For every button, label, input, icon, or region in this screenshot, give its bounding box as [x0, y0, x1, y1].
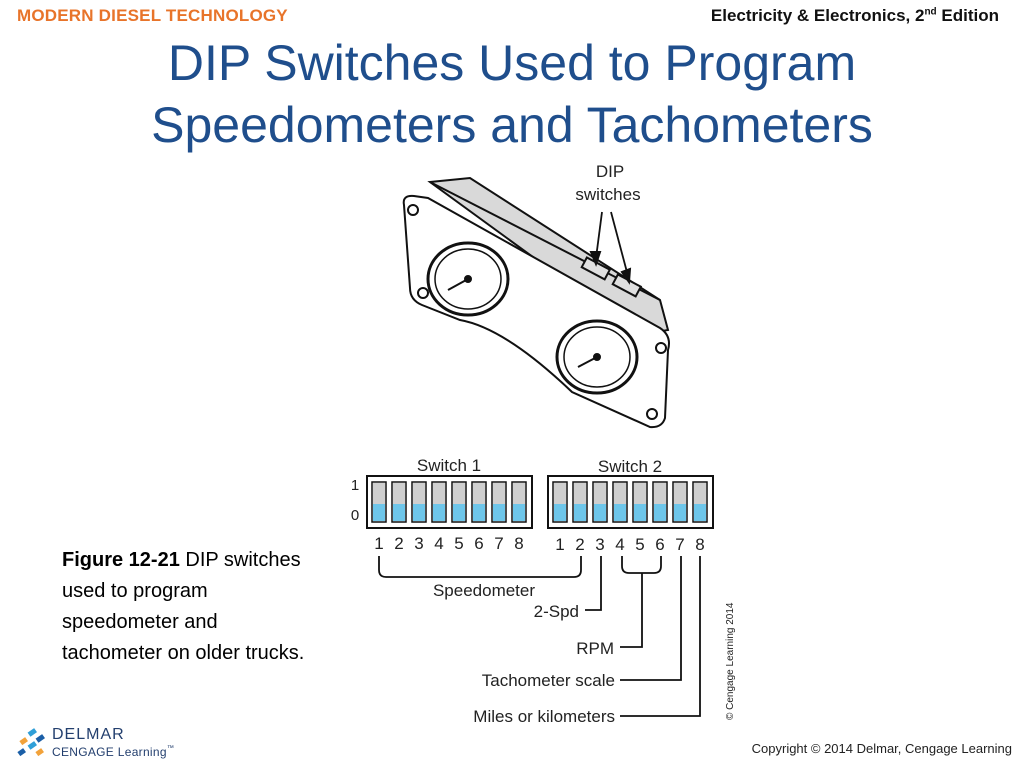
switch1-number-4: 4 [434, 534, 444, 553]
header-edition: Electricity & Electronics, 2nd Edition [710, 6, 999, 25]
switch2-numbers [555, 535, 704, 554]
instrument-cluster-illustration [404, 178, 669, 427]
switch2-number-3: 3 [595, 535, 605, 554]
label-tachometer-scale: Tachometer scale [481, 671, 615, 690]
label-speedometer: Speedometer [432, 581, 536, 600]
logo-text-cengage: CENGAGE Learning™ [52, 745, 175, 759]
switch1-number-6: 6 [474, 534, 484, 553]
label-miles-or-kilometers: Miles or kilometers [473, 707, 615, 726]
switch2-number-1: 1 [555, 535, 565, 554]
switch1-number-1: 1 [374, 534, 384, 553]
label-2-spd: 2-Spd [533, 602, 579, 621]
switch2-toggle-5 [633, 482, 647, 522]
switch1-toggle-4 [432, 482, 446, 522]
delmar-cengage-logo [16, 726, 176, 762]
switch1-toggle-6 [472, 482, 486, 522]
switch1-number-3: 3 [414, 534, 424, 553]
switch2-number-8: 8 [695, 535, 705, 554]
logo-mark-icon [16, 726, 48, 760]
switch1-numbers [374, 534, 523, 553]
switch1-toggle-3 [412, 482, 426, 522]
switch1-number-5: 5 [454, 534, 464, 553]
logo-text-delmar: DELMAR [52, 726, 125, 743]
label-rpm: RPM [576, 639, 614, 658]
switch1-toggle-8 [512, 482, 526, 522]
switch2-number-6: 6 [655, 535, 665, 554]
switch2-toggle-8 [693, 482, 707, 522]
switch1-number-8: 8 [514, 534, 524, 553]
switch1-label: Switch 1 [416, 456, 482, 475]
figure-caption [62, 545, 312, 669]
switch2-toggle-3 [593, 482, 607, 522]
function-brackets [379, 556, 700, 716]
row-label-off: 0 [350, 507, 360, 524]
switch2-toggle-4 [613, 482, 627, 522]
switch2-number-7: 7 [675, 535, 685, 554]
copyright-notice: Copyright © 2014 Delmar, Cengage Learning [751, 741, 1012, 756]
switch2-number-2: 2 [575, 535, 585, 554]
header-book-series: MODERN DIESEL TECHNOLOGY [17, 6, 288, 25]
switch2-label: Switch 2 [597, 457, 663, 476]
figure-number: Figure 12-21 [62, 549, 180, 571]
switch1-toggle-2 [392, 482, 406, 522]
slide-title-line1: DIP Switches Used to Program [167, 35, 857, 91]
switch1-toggle-5 [452, 482, 466, 522]
switch2-toggle-2 [573, 482, 587, 522]
switch2-toggle-7 [673, 482, 687, 522]
row-label-on: 1 [350, 477, 360, 494]
switch1-number-7: 7 [494, 534, 504, 553]
switch1-toggle-7 [492, 482, 506, 522]
slide-title-line2: Speedometers and Tachometers [151, 97, 873, 153]
switch1-number-2: 2 [394, 534, 404, 553]
dip-label-line2: switches [575, 185, 641, 204]
dip-label-line1: DIP [595, 162, 625, 181]
switch2-toggle-6 [653, 482, 667, 522]
credit-line: © Cengage Learning 2014 [725, 602, 736, 720]
switch1-toggle-1 [372, 482, 386, 522]
switch2-toggle-1 [553, 482, 567, 522]
switch2-number-4: 4 [615, 535, 625, 554]
figure-caption-text: DIP switches used to program speedometer and tachometer on older trucks. [62, 549, 305, 664]
switch2-number-5: 5 [635, 535, 645, 554]
